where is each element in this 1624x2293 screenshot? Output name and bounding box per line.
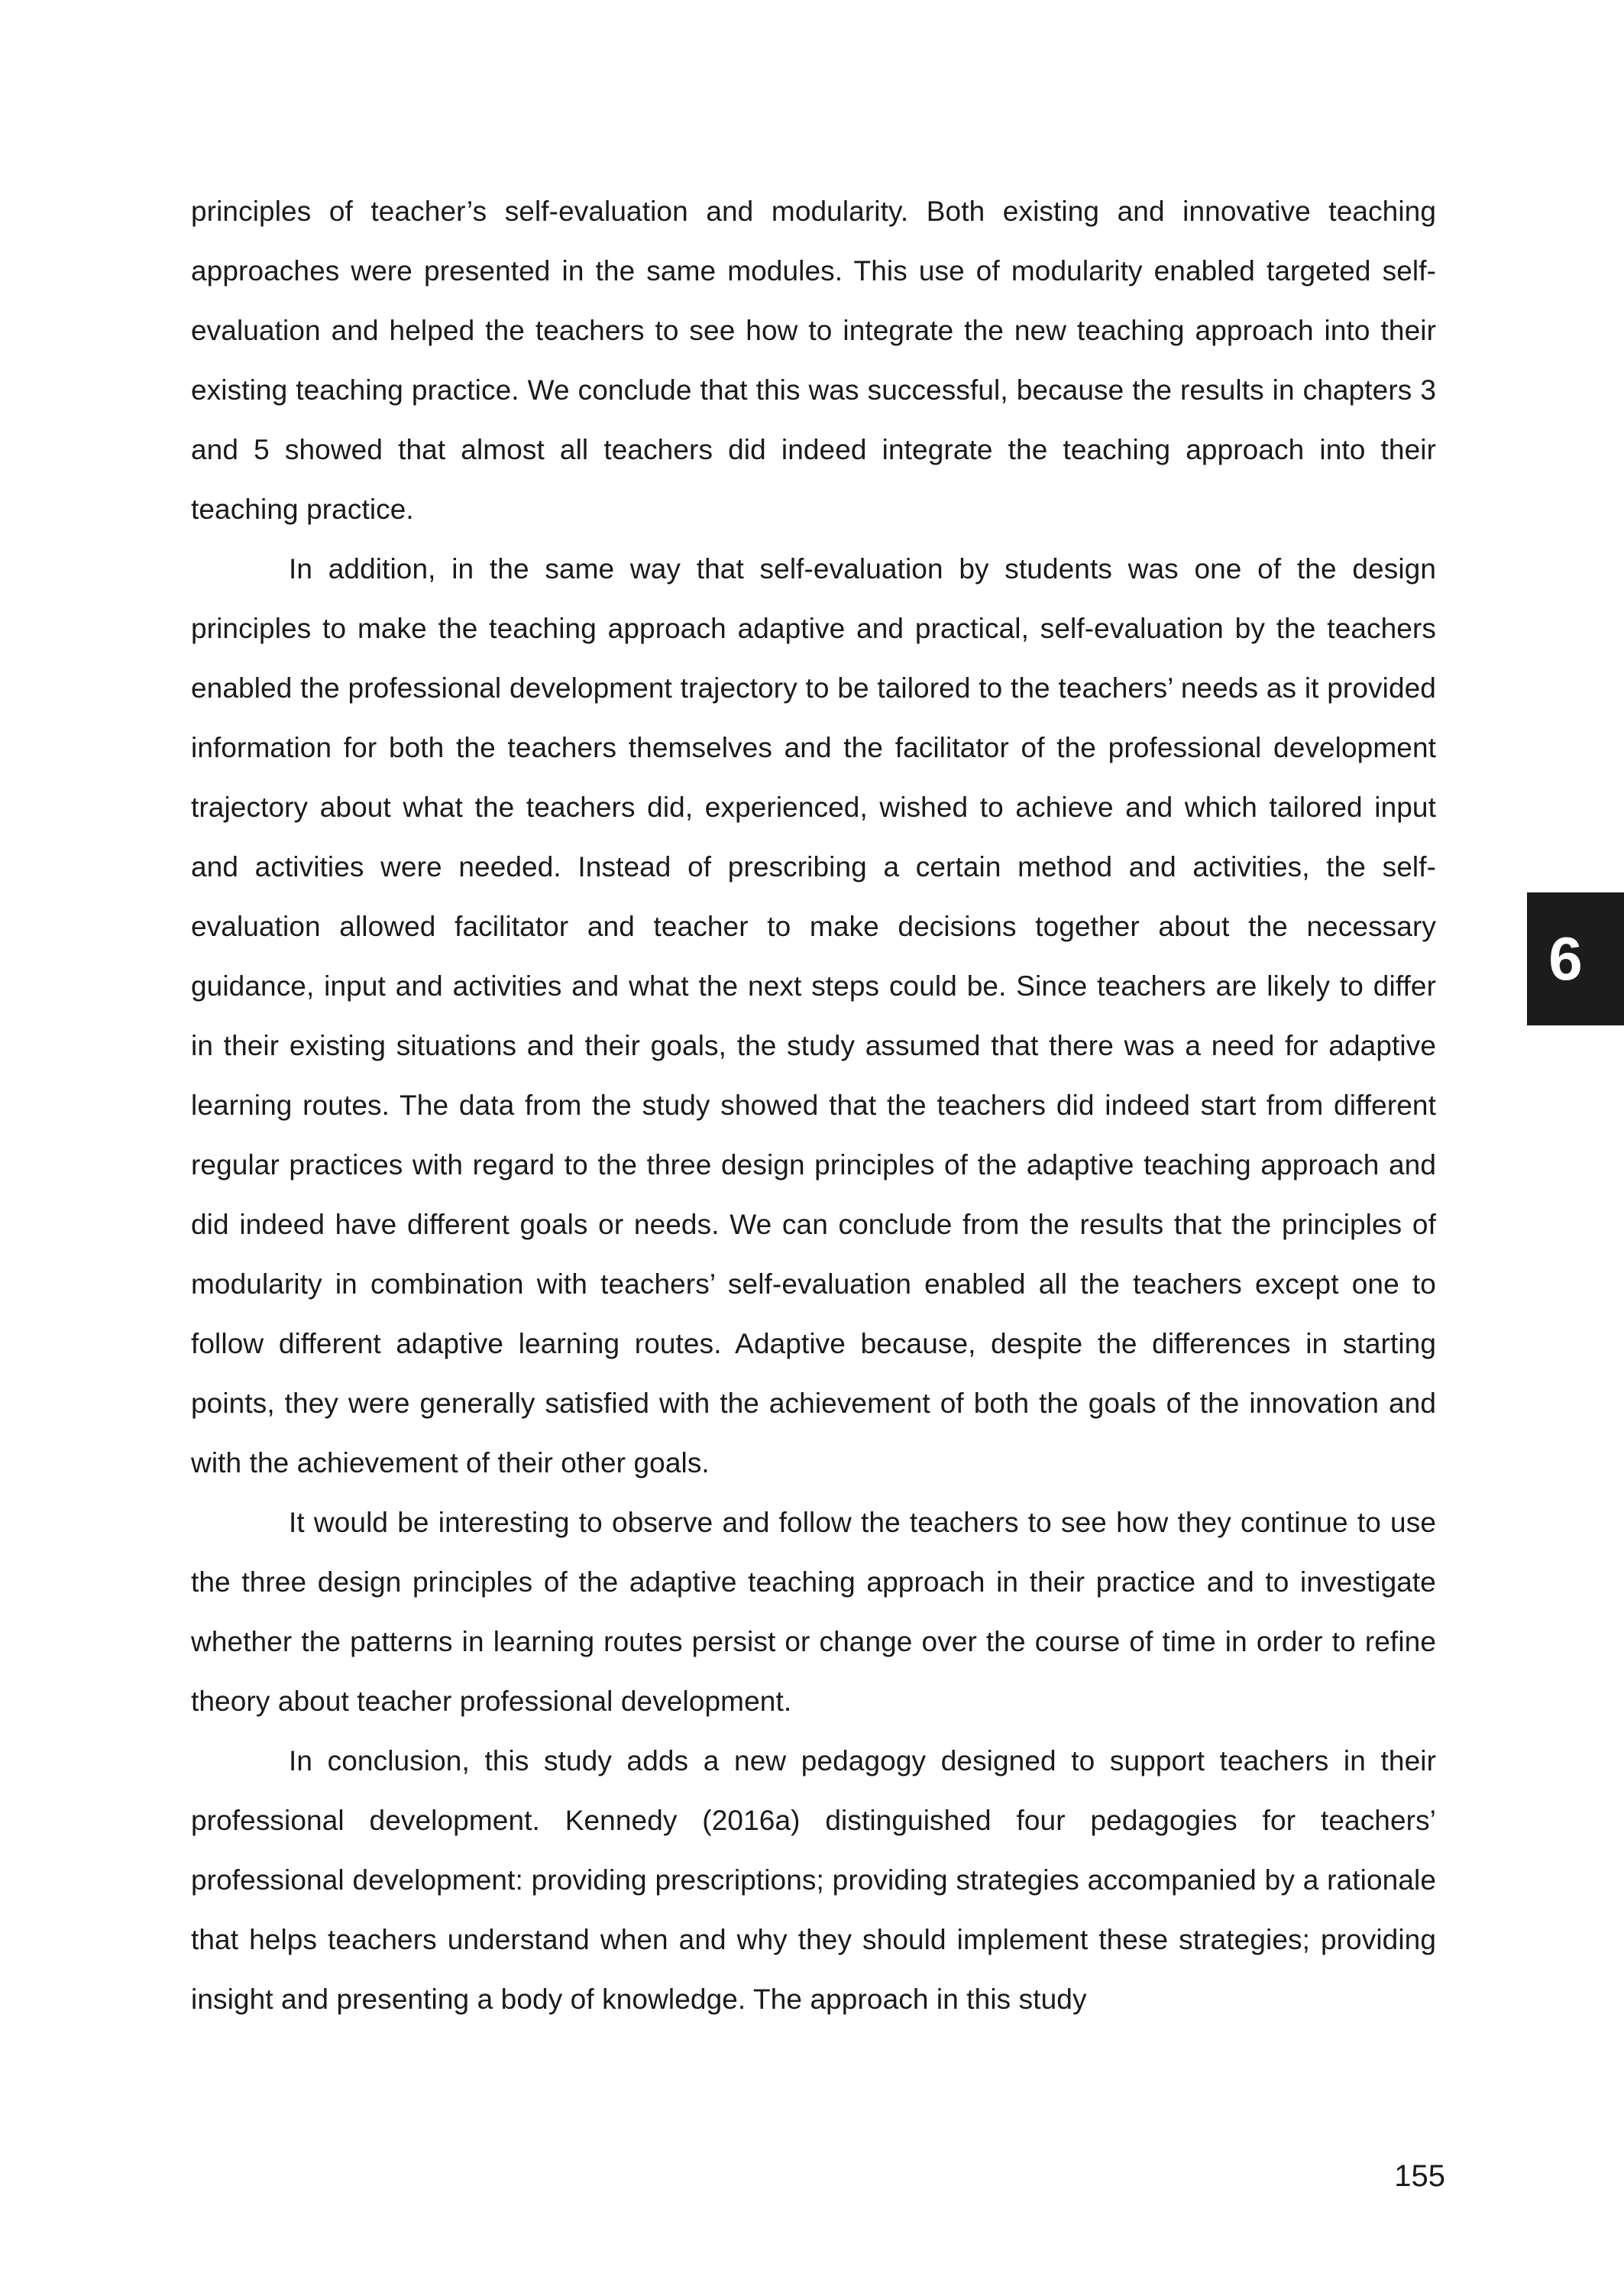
- paragraph-1: principles of teacher’s self-evaluation and modularity. Both existing and innovative teaching approaches were presented in the same modules. This use of modularity enabled targeted self-evaluation and helped the teachers to see how to integrate the new teaching approach into their existing teaching practice. We conclude that this was successful, because the results in chapters 3 and 5 showed that almost all teachers did indeed integrate the teaching approach into their teaching practice.: [191, 196, 1436, 525]
- page-number: 155: [1394, 2159, 1445, 2193]
- chapter-number-label: 6: [1548, 925, 1583, 993]
- chapter-tab: [1527, 892, 1624, 1025]
- paragraph-2: In addition, in the same way that self-evaluation by students was one of the design principles to make the teaching approach adaptive and practical, self-evaluation by the teachers enabled the professional development trajectory to be tailored to the teachers’ needs as it provided information for both the teachers themselves and the facilitator of the professional development trajectory about what the teachers did, experienced, wished to achieve and which tailored input and activities were needed. Instead of prescribing a certain method and activities, the self-evaluation allowed facilitator and teacher to make decisions together about the necessary guidance, input and activities and what the next steps could be. Since teachers are likely to differ in their existing situations and their goals, the study assumed that there was a need for adaptive learning routes. The data from the study showed that the teachers did indeed start from different regular practices with regard to the three design principles of the adaptive teaching approach and did indeed have different goals or needs. We can conclude from the results that the principles of modularity in combination with teachers’ self-evaluation enabled all the teachers except one to follow different adaptive learning routes. Adaptive because, despite the differences in starting points, they were generally satisfied with the achievement of both the goals of the innovation and with the achievement of their other goals.: [191, 553, 1436, 1478]
- body-text: [191, 182, 1436, 2029]
- paragraph-3: It would be interesting to observe and follow the teachers to see how they continue to use the three design principles of the adaptive teaching approach in their practice and to investigate whether the patterns in learning routes persist or change over the course of time in order to refine theory about teacher professional development.: [191, 1507, 1436, 1717]
- paragraph-4: In conclusion, this study adds a new pedagogy designed to support teachers in their professional development. Kennedy (2016a) distinguished four pedagogies for teachers’ professional development: providing prescriptions; providing strategies accompanied by a rationale that helps teachers understand when and why they should implement these strategies; providing insight and presenting a body of knowledge. The approach in this study: [191, 1745, 1436, 2015]
